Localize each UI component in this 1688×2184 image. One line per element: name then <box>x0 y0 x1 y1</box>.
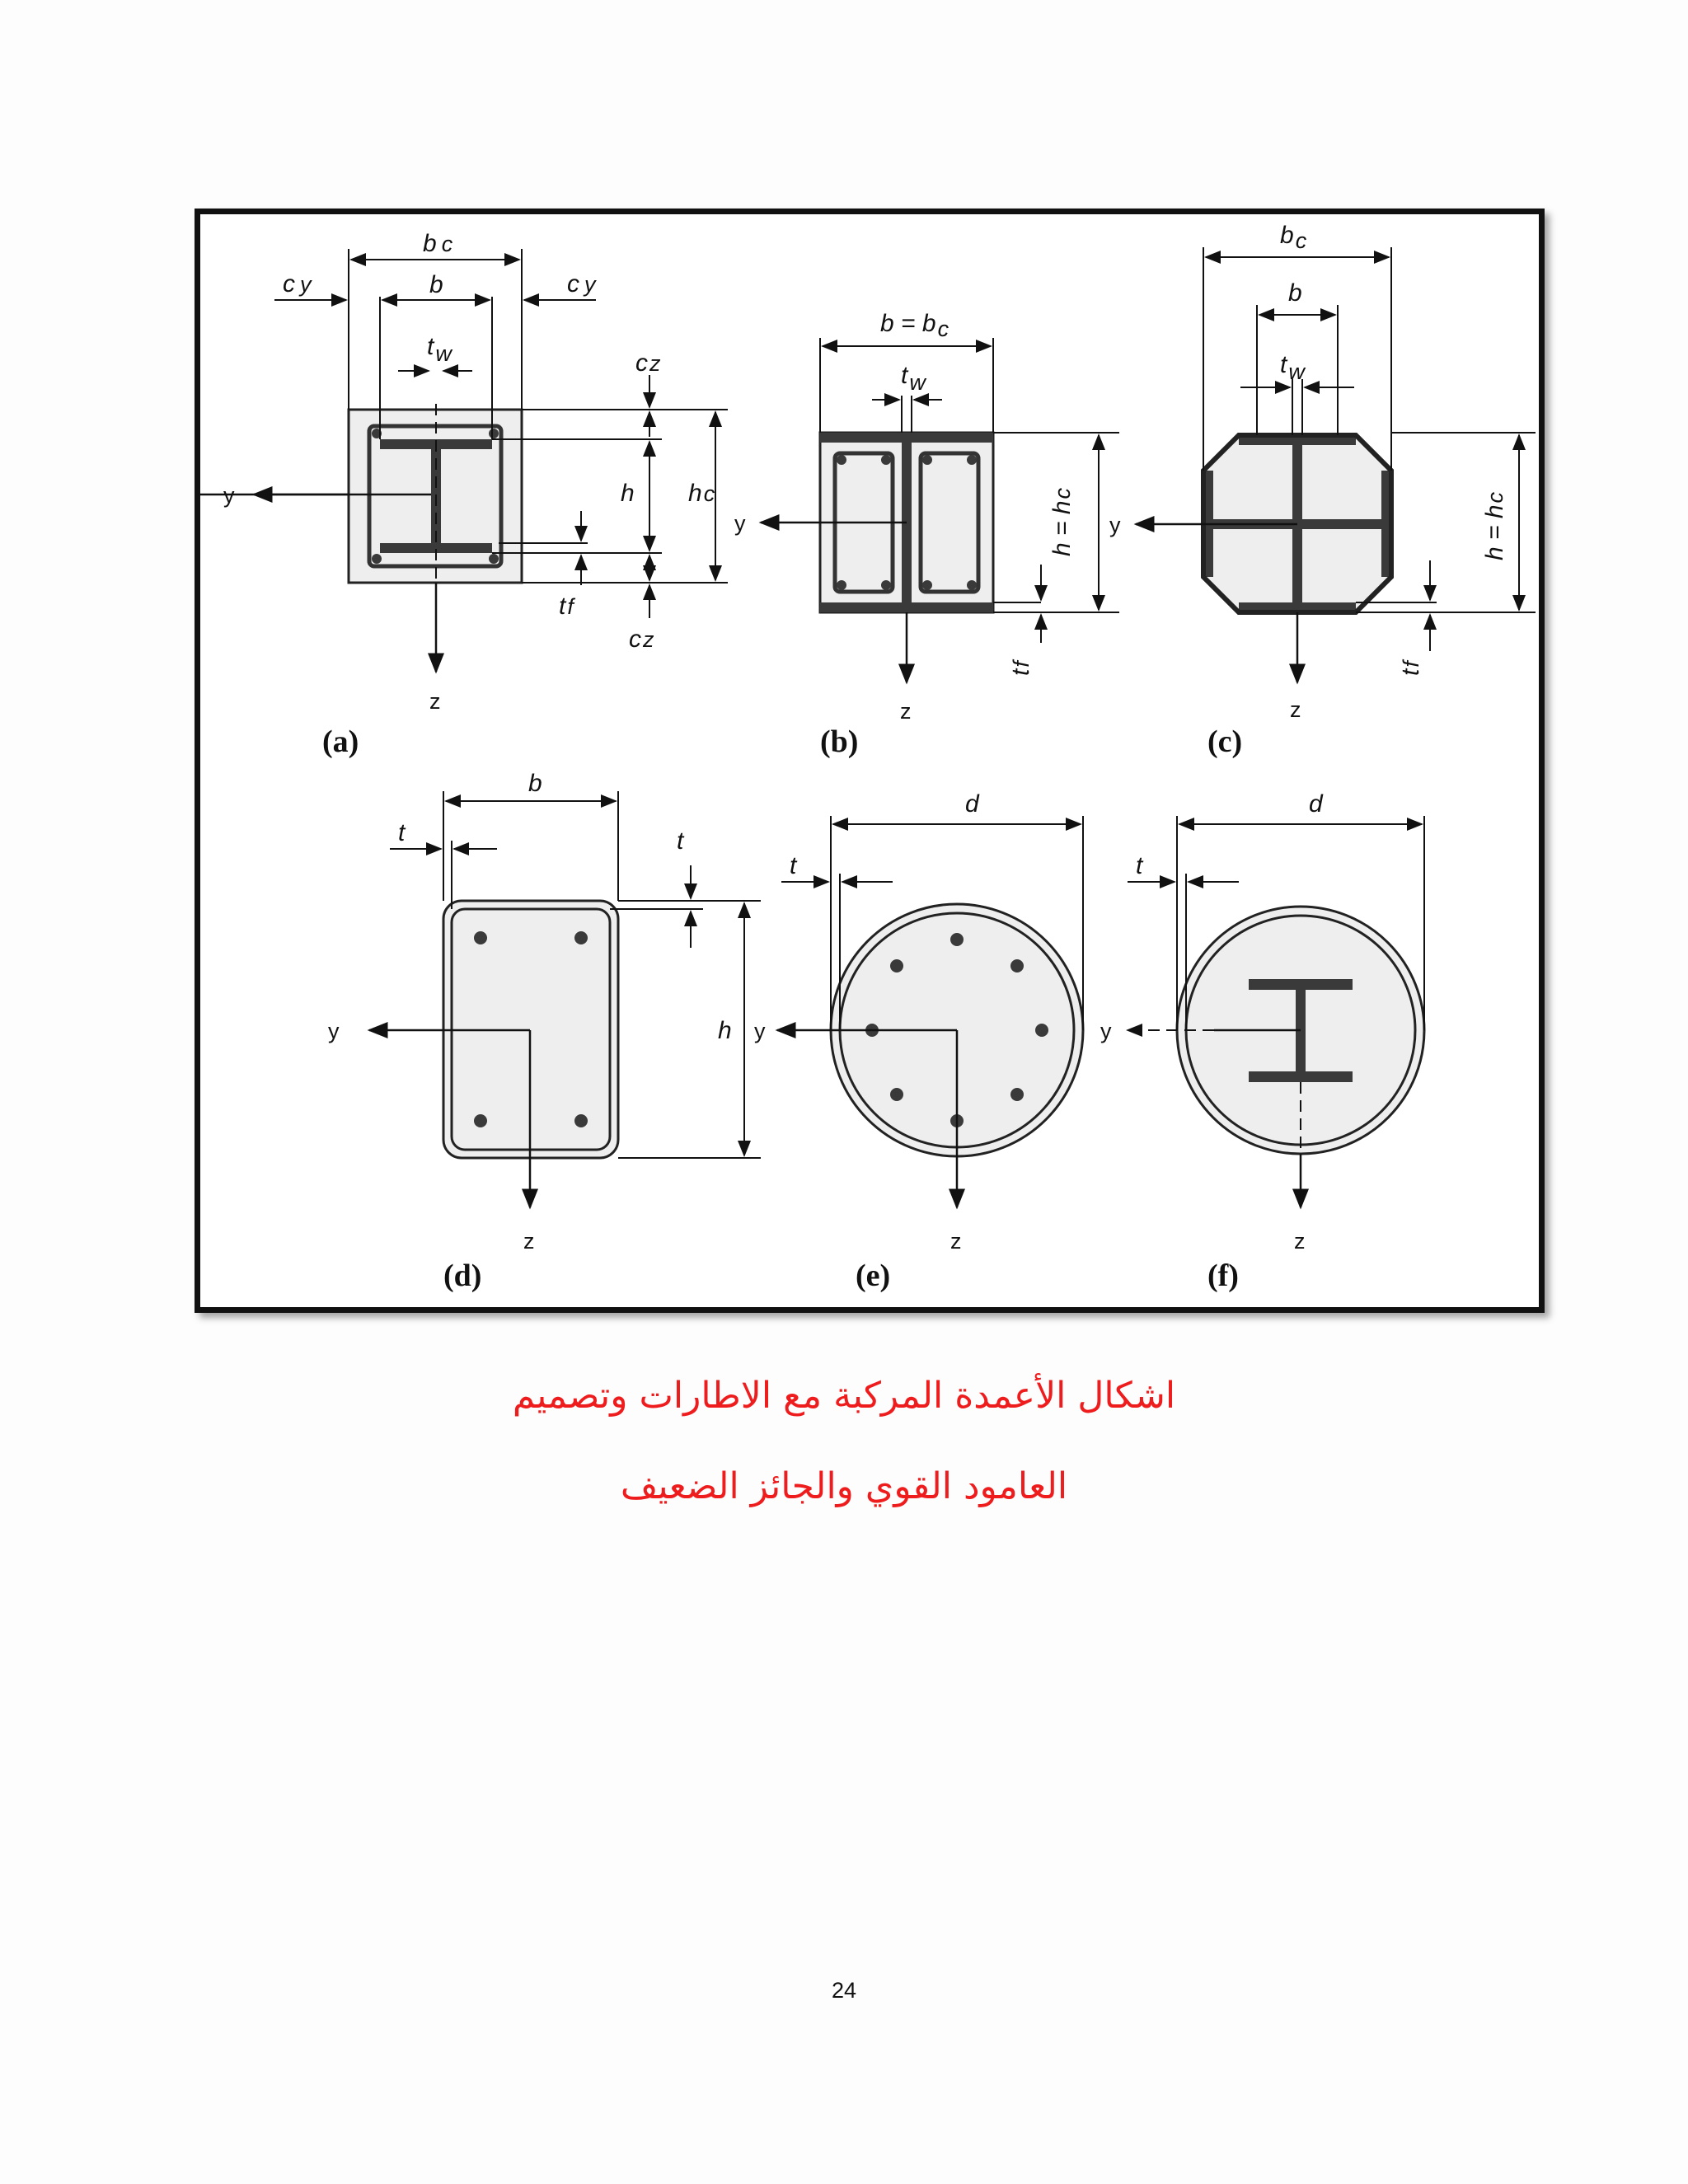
panel-d-t-left-label: t <box>398 819 406 846</box>
panel-d-h-label: h <box>718 1017 732 1044</box>
panel-c-tf-label: tf <box>1397 661 1424 676</box>
panel-f-z-axis-label: z <box>1294 1229 1306 1254</box>
panel-b-z-axis-label: z <box>900 699 912 724</box>
panel-f <box>1100 790 1424 1293</box>
figure-drawing <box>200 214 1539 1307</box>
panel-c-tag: (c) <box>1207 724 1243 759</box>
panel-a-tw-label: tw <box>427 333 452 366</box>
panel-d-z-axis-label: z <box>523 1229 535 1254</box>
panel-a-cy-left-label: c y <box>283 270 312 298</box>
panel-c-y-axis-label: y <box>1109 513 1121 537</box>
panel-c-bc-label: bc <box>1280 222 1307 253</box>
panel-d-y-axis-label: y <box>328 1019 340 1043</box>
panel-e <box>754 790 1083 1293</box>
panel-e-z-axis-label: z <box>950 1229 962 1254</box>
panel-b-h-eq-label: h = hc <box>1048 487 1076 556</box>
panel-a-cz-bottom-label: cz <box>629 626 654 653</box>
panel-f-y-axis-label: y <box>1100 1019 1112 1043</box>
panel-a-hc-label: hc <box>688 480 715 507</box>
panel-b-b-eq-label: b = bc <box>880 310 950 341</box>
panel-a <box>200 230 728 759</box>
panel-f-t-label: t <box>1136 852 1143 879</box>
panel-e-tag: (e) <box>856 1258 891 1293</box>
panel-f-tag: (f) <box>1207 1258 1239 1293</box>
panel-a-cz-top-label: cz <box>635 349 661 377</box>
panel-c-z-axis-label: z <box>1290 697 1301 722</box>
panel-a-tf-label: tf <box>559 593 574 620</box>
panel-c <box>1109 222 1536 759</box>
caption-line-2: العامود القوي والجائز الضعيف <box>620 1465 1068 1507</box>
composite-columns-figure <box>195 209 1545 1313</box>
panel-f-d-label: d <box>1309 790 1323 818</box>
panel-a-tag: (a) <box>322 724 359 759</box>
caption-line-1: اشكال الأعمدة المركبة مع الاطارات وتصميم <box>512 1375 1176 1417</box>
panel-b <box>734 310 1119 759</box>
panel-d-tag: (d) <box>443 1258 482 1293</box>
panel-a-cy-right-label: c y <box>567 270 596 298</box>
panel-b-y-axis-label: y <box>734 511 746 536</box>
panel-a-b-label: b <box>429 271 443 298</box>
panel-e-y-axis-label: y <box>754 1019 766 1043</box>
panel-c-h-eq-label: h = hc <box>1481 491 1508 560</box>
panel-e-d-label: d <box>965 790 979 818</box>
panel-a-bc-label: b c <box>423 230 453 257</box>
panel-a-z-axis-label: z <box>429 689 441 714</box>
panel-d-t-right-label: t <box>677 827 684 855</box>
panel-a-h-label: h <box>621 480 635 507</box>
panel-b-tag: (b) <box>820 724 859 759</box>
panel-c-tw-label: tw <box>1280 351 1305 384</box>
panel-c-b-label: b <box>1288 279 1302 307</box>
panel-b-tw-label: tw <box>901 362 926 395</box>
page-number: 24 <box>831 1978 857 2003</box>
panel-d-b-label: b <box>528 770 542 797</box>
panel-b-tf-label: tf <box>1007 661 1034 676</box>
panel-a-y-axis-label: y <box>223 483 235 508</box>
panel-e-t-label: t <box>790 852 797 879</box>
panel-d <box>328 770 761 1293</box>
